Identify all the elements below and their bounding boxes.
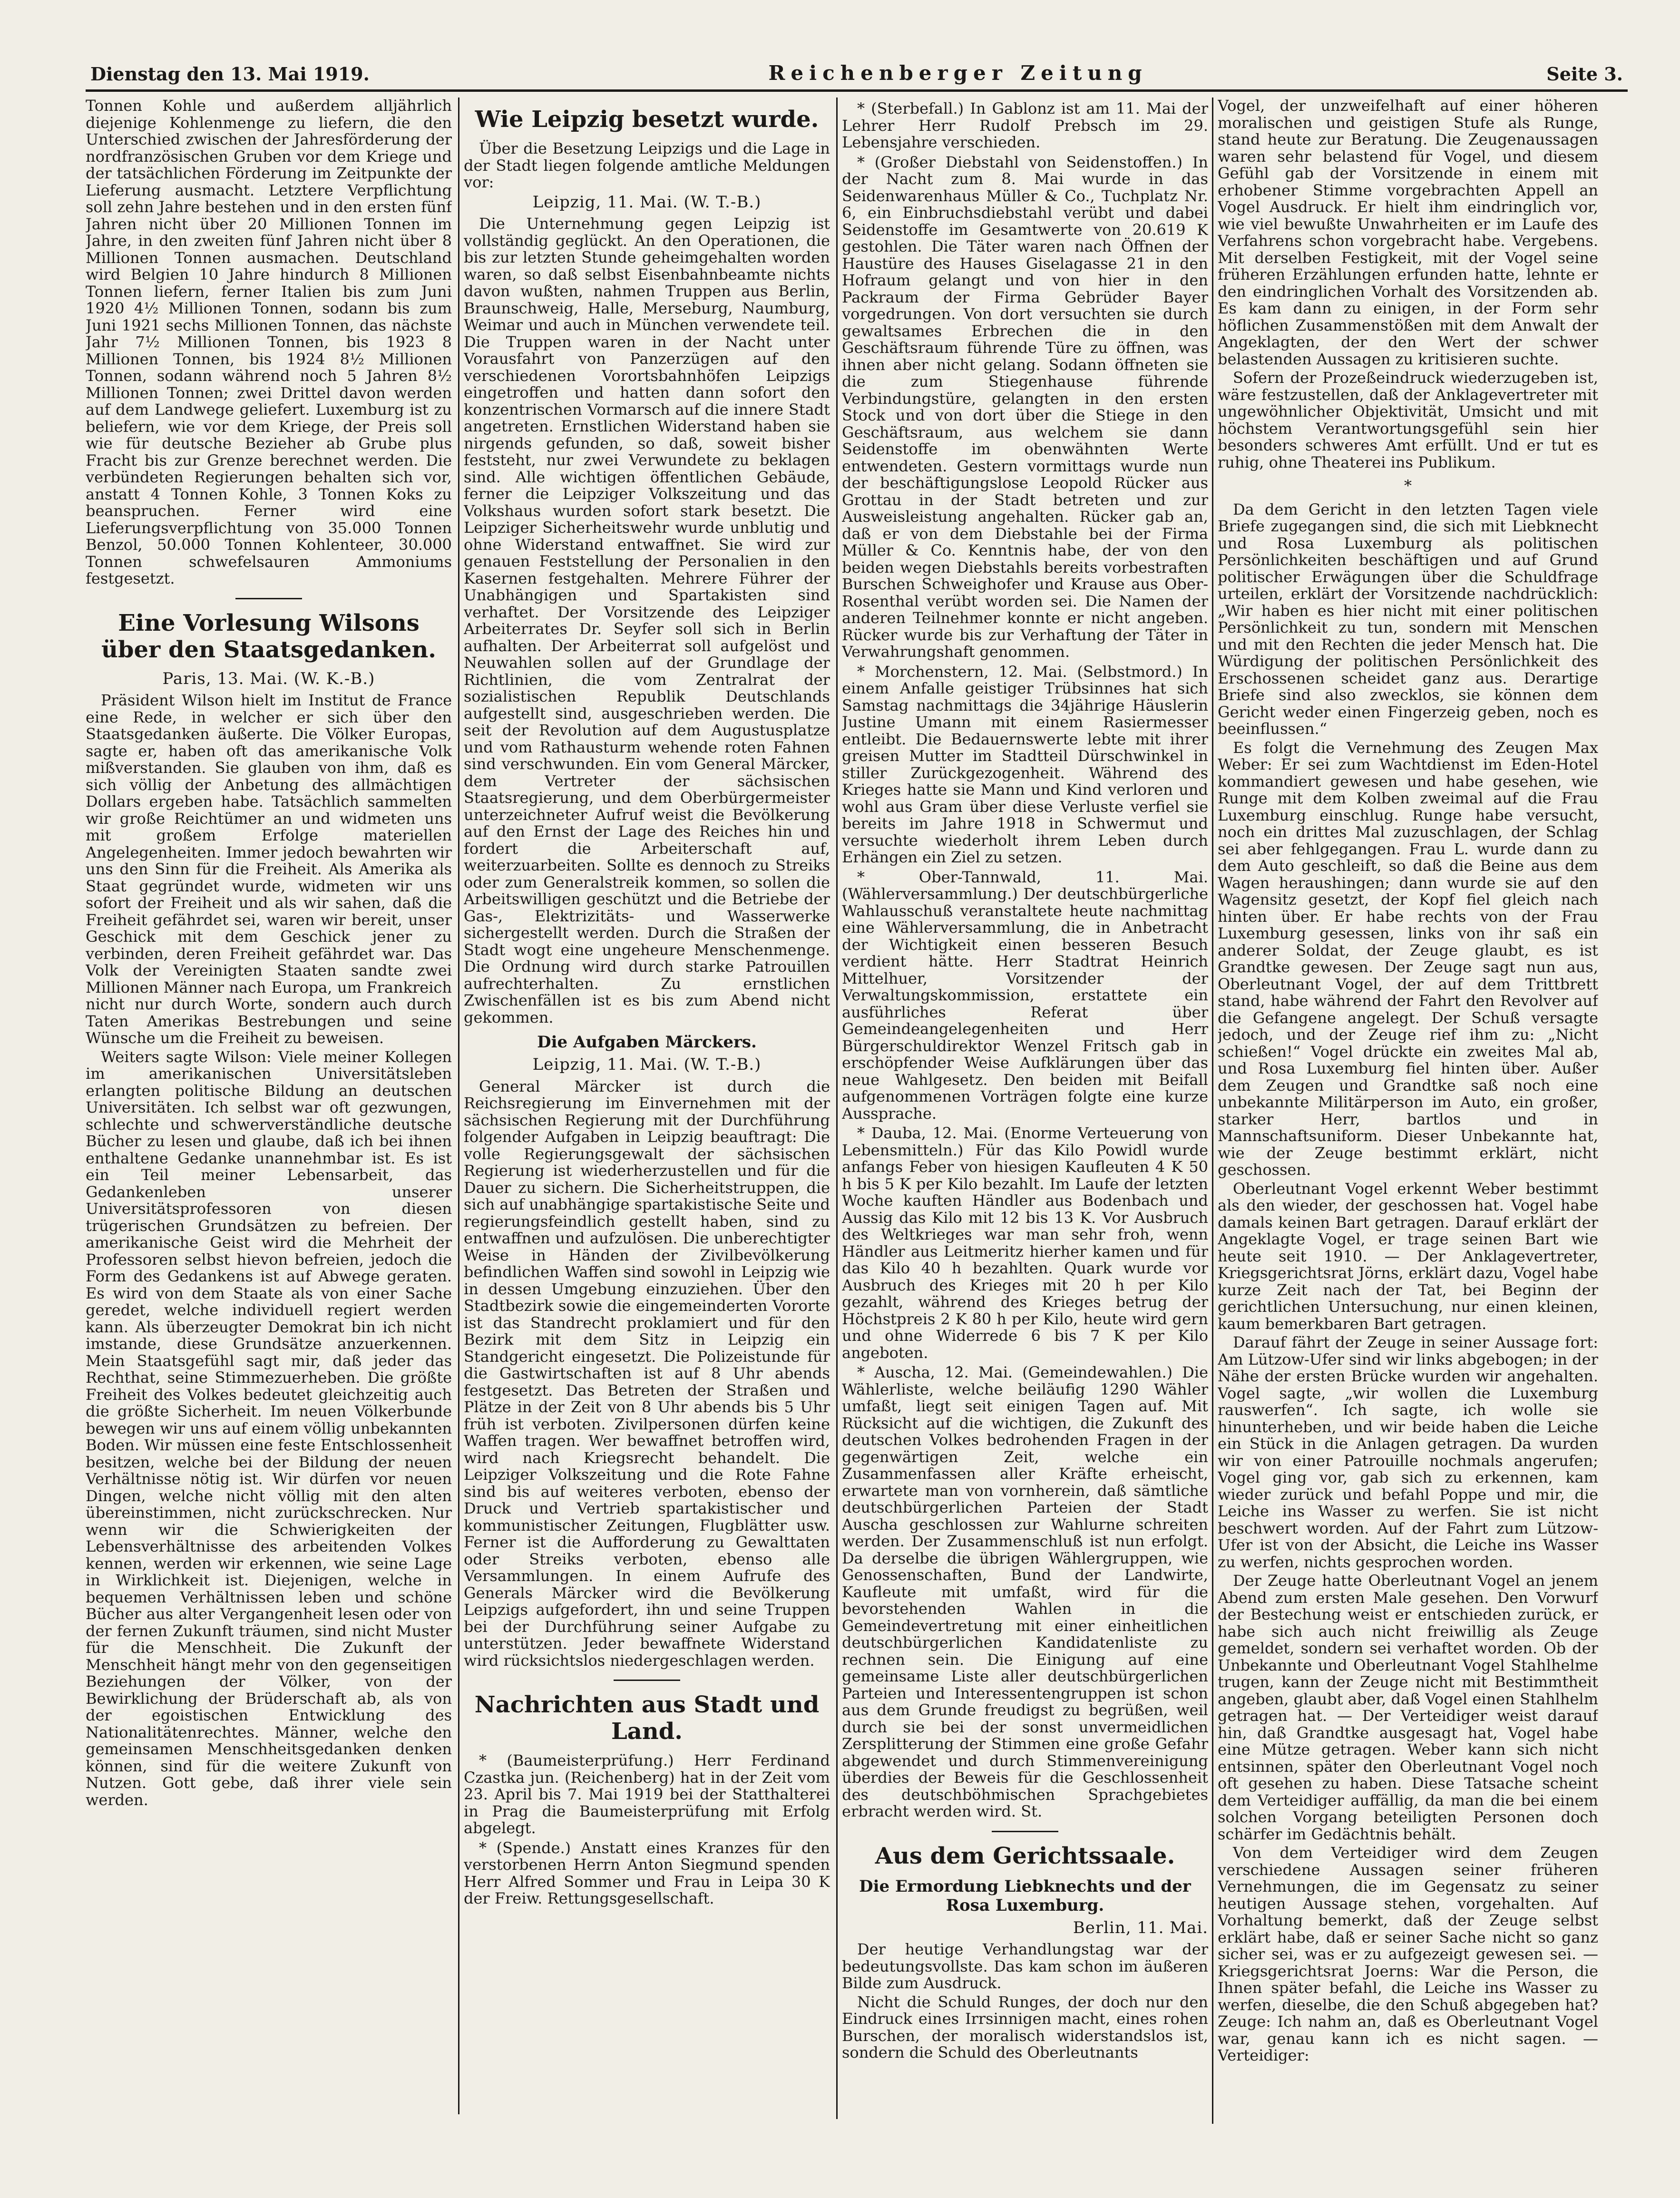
article-paragraph: Präsident Wilson hielt im Institut de France eine Rede, in welcher er sich über den Staatsgedanken äußerte. Die Völker Europas, sagte er, haben oft das amerikanische Volk mißverstanden. Sie glauben von ihm, daß es sich völlig der Anbetung des allmächtigen Dollars ergeben habe. Tatsächlich sammelten wir große Reichtümer an und widmeten uns mit großem Erfolge materiellen Angelegenheiten. Immer jedoch bewahrten wir uns den Sinn für die Freiheit. Als Amerika als Staat gegründet wurde, widmeten wir uns sofort der Freiheit und als wir sahen, daß die Freiheit gefährdet sei, waren wir bereit, unser Geschick mit dem Geschick jener zu verbinden, deren Freiheit gefährdet war. Das Volk der Vereinigten Staaten sandte zwei Millionen Männer nach Europa, um Frankreich nicht nur durch Worte, sondern auch durch Taten Amerikas Bestrebungen und seine Wünsche um die Freiheit zu beweisen. <box>86 691 452 1047</box>
article-paragraph: Darauf fährt der Zeuge in seiner Aussage fort: Am Lützow-Ufer sind wir links abgebogen; in der Nähe der ersten Brücke wurden wir angehalten. Vogel sagte, „wir wollen die Luxemburg rauswerfen“. Ich sagte, ich wolle sie hinunterheben, und wir beide haben die Leiche ein Stück in die Anlagen getragen. Da wurden wir von einer Patrouille nochmals angerufen; Vogel ging vor, gab sich zu erkennen, kam wieder zurück und befahl Poppe und mir, die Leiche ins Wasser zu werfen. Sie ist nicht beschwert worden. Auf der Fahrt zum Lützow-Ufer ist von der Absicht, die Leiche ins Wasser zu werfen, nichts gesprochen worden. <box>1218 1333 1598 1571</box>
article-headline: Wie Leipzig besetzt wurde. <box>475 106 819 133</box>
article-headline: Eine Vorlesung Wilsons über den Staatsgedanken. <box>101 609 436 663</box>
article-paragraph: Nicht die Schuld Runges, der doch nur den Eindruck eines Irrsinnigen macht, eines rohen Burschen, der moralisch widerstandslos ist, sondern die Schuld des Oberleutnants <box>842 1993 1208 2061</box>
article-paragraph: Die Unternehmung gegen Leipzig ist vollständig geglückt. An den Operationen, die bis zur letzten Stunde geheimgehalten worden waren, so daß selbst Eisenbahnbeamte nichts davon wußten, nahmen Truppen aus Berlin, Braunschweig, Halle, Merseburg, Naumburg, Weimar und auch in München verwendete teil. Die Truppen waren in der Nacht unter Vorausfahrt von Panzerzügen auf den verschiedenen Vorortsbahnhöfen Leipzigs eingetroffen und hatten dann sofort den konzentrischen Vormarsch auf die innere Stadt angetreten. Ernstlichen Widerstand haben sie nirgends gefunden, so daß, soweit bisher feststeht, nur zwei Verwundete zu beklagen sind. Alle wichtigen öffentlichen Gebäude, ferner die Leipziger Volkszeitung und das Volkshaus wurden sofort stark besetzt. Die Leipziger Sicherheitswehr wurde unblutig und ohne Widerstand entwaffnet. Sie wird zur genauen Feststellung der Personalien in den Kasernen festgehalten. Mehrere Führer der Unabhängigen und Spartakisten sind verhaftet. Der Vorsitzende des Leipziger Arbeiterrates Dr. Seyfer soll sich in Berlin aufhalten. Der Arbeiterrat soll aufgelöst und Neuwahlen sollen auf der Grundlage der Richtlinien, die vom Zentralrat der sozialistischen Republik Deutschlands aufgestellt sind, ausgeschrieben werden. Die seit der Revolution auf dem Augustusplatze und vom Rathausturm wehende roten Fahnen sind verschwunden. Ein vom General Märcker, dem Vertreter der sächsischen Staatsregierung, und dem Oberbürgermeister unterzeichneter Aufruf weist die Bevölkerung auf den Ernst der Lage des Reiches hin und fordert die Arbeiterschaft auf, weiterzuarbeiten. Sollte es dennoch zu Streiks oder zum Generalstreik kommen, so sollen die Arbeitswilligen geschützt und die Betriebe der Gas-, Elektrizitäts- und Wasserwerke sichergestellt werden. Durch die Straßen der Stadt wogt eine ungeheure Menschenmenge. Die Ordnung wird durch starke Patrouillen aufrechterhalten. Zu ernstlichen Zwischenfällen ist es bis zum Abend nicht gekommen. <box>464 215 830 1026</box>
masthead: Reichenberger Zeitung <box>768 61 1148 85</box>
article-paragraph: Sofern der Prozeßeindruck wiederzugeben ist, wäre festzustellen, daß der Anklagevertreter mit ungewöhnlicher Objektivität, Umsicht und mit höchstem Verantwortungsgefühl sein hier besonders schweres Amt erfüllt. Und er tut es ruhig, ohne Theaterei ins Publikum. <box>1218 369 1598 471</box>
news-item: * Morchenstern, 12. Mai. (Selbstmord.) In einem Anfalle geistiger Trübsinnes hat sich Samstag nachmittags die 34jährige Häuslerin Justine Umann mit einem Rasiermesser entleibt. Die Bedauernswerte lebte mit ihrer greisen Mutter im Stadtteil Dürschwinkel in stiller Zurückgezogenheit. Während des Krieges hatte sie Mann und Kind verloren und wohl aus Gram über diese Verluste verfiel sie bereits im Jahre 1918 in Schwermut und versuchte wiederholt ihrem Leben durch Erhängen ein Ziel zu setzen. <box>842 662 1208 866</box>
article-subheading: Die Aufgaben Märckers. <box>537 1033 757 1052</box>
article-paragraph: Über die Besetzung Leipzigs und die Lage in der Stadt liegen folgende amtliche Meldungen vor: <box>464 139 830 191</box>
page-header <box>90 51 1623 85</box>
article-paragraph: General Märcker ist durch die Reichsregierung im Einvernehmen mit der sächsischen Regierung mit der Durchführung folgender Aufgaben in Leipzig beauftragt: Die volle Regierungsgewalt der sächsischen Regierung ist wiederherzustellen und für die Dauer zu sichern. Die Sicherheitstruppen, die sich auf unabhängige spartakistische Seite und regierungsfeindlich gestellt haben, sind zu entwaffnen und aufzulösen. Die unberechtigter Weise in Händen der Zivilbevölkerung befindlichen Waffen sind sowohl in Leipzig wie in dessen Umgebung einzuziehen. Über den Stadtbezirk sowie die eingemeinderten Vororte ist das Standrecht proklamiert und für den Bezirk mit dem Sitz in Leipzig ein Standgericht eingesetzt. Die Polizeistunde für die Gastwirtschaften ist auf 8 Uhr abends festgesetzt. Das Betreten der Straßen und Plätze in der Zeit von 8 Uhr abends bis 5 Uhr früh ist verboten. Zivilpersonen dürfen keine Waffen tragen. Wer bewaffnet betroffen wird, wird nach Kriegsrecht behandelt. Die Leipziger Volkszeitung und die Rote Fahne sind bis auf weiteres verboten, ebenso der Druck und Vertrieb spartakistischer und kommunistischer Zeitungen, Flugblätter usw. Ferner ist die Aufforderung zu Gewalttaten oder Streiks verboten, ebenso alle Versammlungen. In einem Aufrufe des Generals Märcker wird die Bevölkerung Leipzigs aufgefordert, ihn und seine Truppen bei der Durchführung seiner Aufgabe zu unterstützen. Jeder bewaffnete Widerstand wird rücksichtslos niedergeschlagen werden. <box>464 1077 830 1670</box>
article-paragraph: Oberleutnant Vogel erkennt Weber bestimmt als den wieder, der geschossen hat. Vogel habe damals keinen Bart getragen. Darauf erklärt der Angeklagte Vogel, er trage seinen Bart wie heute seit 1910. — Der Anklagevertreter, Kriegsgerichtsrat Jörns, erklärt dazu, Vogel habe kurze Zeit nach der Tat, bei Beginn der gerichtlichen Untersuchung, nur einen kleinen, kaum bemerkbaren Bart getragen. <box>1218 1179 1598 1333</box>
article-paragraph: Es folgt die Vernehmung des Zeugen Max Weber: Er sei zum Wachtdienst im Eden-Hotel kommandiert gewesen und habe gesehen, wie Runge mit dem Kolben zweimal auf die Frau Luxemburg einschlug. Runge habe versucht, noch ein drittes Mal zuzuschlagen, der Schlag sei aber fehlgegangen. Frau L. wurde dann zu dem Auto geschleift, so daß die Beine aus dem Wagen heraushingen; dann wurde sie auf den Wagensitz gesetzt, der Kopf fiel gleich nach hinten über. Er habe rechts von der Frau Luxemburg gesessen, links von ihr saß ein anderer Soldat, der Zeuge glaubt, es ist Grandtke gewesen. Der Zeuge sagt nun aus, Oberleutnant Vogel, der auf dem Trittbrett stand, habe während der Fahrt den Revolver auf die Gefangene angelegt. Der Schuß versagte jedoch, und der Zeuge rief ihm zu: „Nicht schießen!“ Vogel drückte ein zweites Mal ab, und Rosa Luxemburg fiel hinten über. Außer dem Zeugen und Grandtke saß noch eine unbekannte Militärperson im Auto, ein großer, starker Herr, bartlos und in Mannschaftsuniform. Dieser Unbekannte hat, wie der Zeuge bestimmt erklärt, nicht geschossen. <box>1218 738 1598 1179</box>
article-divider <box>992 1831 1058 1832</box>
news-item: * Dauba, 12. Mai. (Enorme Verteuerung von Lebensmitteln.) Für das Kilo Powidl wurde anfangs Feber von hiesigen Kaufleuten 4 K 50 h bis 5 K per Kilo bezahlt. Im Laufe der letzten Woche kauften Händler aus Bodenbach und Aussig das Kilo mit 12 bis 13 K. Vor Ausbruch des Weltkrieges war man sehr froh, wenn Händler aus Leitmeritz hierher kamen und für das Kilo 40 h bezahlten. Quark wurde vor Ausbruch des Krieges mit 20 h per Kilo gezahlt, während des Krieges betrug der Höchstpreis 2 K 80 h per Kilo, heute wird gern und ohne Widerrede 6 bis 7 K per Kilo angeboten. <box>842 1124 1208 1362</box>
section-headline: Nachrichten aus Stadt und Land. <box>474 1691 820 1745</box>
news-item: * (Baumeisterprüfung.) Herr Ferdinand Czastka jun. (Reichenberg) hat in der Zeit vom 23. April bis 7. Mai 1919 bei der Statthalterei in Prag die Baumeisterprüfung mit Erfolg abgelegt. <box>464 1751 830 1837</box>
news-item: * Auscha, 12. Mai. (Gemeindewahlen.) Die Wählerliste, welche beiläufig 1290 Wähler umfaßt, liegt seit einigen Tagen auf. Mit Rücksicht auf die wichtigen, die Zukunft des deutschen Volkes bedrohenden Fragen in der gegenwärtigen Zeit, welche ein Zusammenfassen aller Kräfte erheischt, erwartete man von vornherein, daß sämtliche deutschbürgerlichen Parteien der Stadt Auscha geschlossen zur Wahlurne schreiten werden. Der Zusammenschluß ist nun erfolgt. Da derselbe die übrigen Wählergruppen, wie Genossenschaften, Bund der Landwirte, Kaufleute mit umfaßt, wird für die bevorstehenden Wahlen in die Gemeindevertretung mit einer einheitlichen deutschbürgerlichen Kandidatenliste zu rechnen sein. Die Einigung auf eine gemeinsame Liste aller deutschbürgerlichen Parteien und Interessentengruppen ist schon aus dem Grunde freudigst zu begrüßen, weil durch sie bei der sonst unvermeidlichen Zersplitterung der Stimmen eine große Gefahr abgewendet und durch Stimmenvereinigung überdies der Beweis für die Geschlossenheit des deutschböhmischen Sprachgebietes erbracht werden wird. St. <box>842 1363 1208 1820</box>
dateline: Paris, 13. Mai. (W. K.-B.) <box>162 669 375 688</box>
article-subheading: Die Ermordung Liebknechts und der Rosa Luxemburg. <box>859 1876 1191 1915</box>
news-item: * Ober-Tannwald, 11. Mai. (Wählerversammlung.) Der deutschbürgerliche Wahlausschuß veranstaltete heute nachmittag eine Wählerversammlung, die in Anbetracht der Wichtigkeit einen besseren Besuch verdient hätte. Herr Stadtrat Heinrich Mittelhuer, Vorsitzender der Verwaltungskommission, erstattete ein ausführliches Referat über Gemeindeangelegenheiten und Herr Bürgerschuldirektor Wenzel Fritsch gab in erschöpfender Weise Aufklärungen über das neue Wahlgesetz. Den beiden mit Beifall aufgenommenen Vorträgen folgte eine kurze Aussprache. <box>842 868 1208 1123</box>
column-1 <box>86 98 452 2114</box>
article-paragraph: Vogel, der unzweifelhaft auf einer höheren moralischen und geistigen Stufe als Runge, stand heute zur Beratung. Die Zeugenaussagen waren sehr belastend für Vogel, und diesem Gefühl gab der Vorsitzende in einem mit erhobener Stimme vorgebrachten Appell an Vogel Ausdruck. Er hielt ihm eindringlich vor, wie viel bewußte Unwahrheiten er im Laufe des Verfahrens schon vorgebracht habe. Vergebens. Mit derselben Festigkeit, mit der Vogel seine früheren Erzählungen erfunden hatte, lehnte er den eindringlichen Vorhalt des Vorsitzenden ab. Es kam dann zu einigen, in der Form sehr höflichen Zusammenstößen mit dem Anwalt der Angeklagten, der den Wert der schwer belastenden Aussagen zu kritisieren suchte. <box>1218 98 1598 368</box>
column-rule <box>458 98 459 2114</box>
section-star: * <box>1404 477 1412 495</box>
news-item: * (Sterbefall.) In Gablonz ist am 11. Mai der Lehrer Herr Rudolf Prebsch im 29. Lebensjahre verschieden. <box>842 99 1208 151</box>
article-paragraph: Der Zeuge hatte Oberleutnant Vogel an jenem Abend zum ersten Male gesehen. Den Vorwurf der Bestechung weist er entschieden zurück, er habe sich auch nicht freiwillig als Zeuge gemeldet, sondern sei verhaftet worden. Ob der Unbekannte und Oberleutnant Vogel Stahlhelme trugen, kann der Zeuge nicht mit Bestimmtheit angeben, glaubt aber, daß Vogel einen Stahlhelm getragen hat. — Der Verteidiger weist darauf hin, daß Grandtke ausgesagt hat, Vogel habe eine Mütze getragen. Weber kann sich nicht entsinnen, später den Oberleutnant Vogel noch oft gesehen zu haben. Diese Tatsache scheint dem Verteidiger auffällig, da man die bei einem solchen Vorgang beteiligten Personen doch schärfer im Gedächtnis behält. <box>1218 1572 1598 1843</box>
column-rule <box>836 98 838 2119</box>
article-paragraph: Der heutige Verhandlungstag war der bedeutungsvollste. Das kam schon im äußeren Bilde zum Ausdruck. <box>842 1940 1208 1992</box>
news-item: * (Großer Diebstahl von Seidenstoffen.) In der Nacht zum 8. Mai wurde in das Seidenwarenhaus Müller & Co., Tuchplatz Nr. 6, ein Einbruchsdiebstahl verübt und dabei Seidenstoffe im Gesamtwerte von 20.619 K gestohlen. Die Täter waren nach Öffnen der Haustüre des Hauses Giselagasse 21 in den Hofraum gelangt und von hier in den Packraum der Firma Gebrüder Bayer vorgedrungen. Von dort versuchten sie durch gewaltsames Erbrechen die in den Geschäftsraum führende Türe zu öffnen, was ihnen aber nicht gelang. Sodann öffneten sie die zum Stiegenhause führende Verbindungstüre, gelangten in den ersten Stock und von dort über die Stiege in den Geschäftsraum, aus welchem sie dann Seidenstoffe im obenwähnten Werte entwendeten. Gestern vormittags wurde nun der beschäftigungslose Leopold Rücker aus Grottau in der Stadt betreten und zur Ausweisleistung angehalten. Rücker gab an, daß er von dem Diebstahle bei der Firma Müller & Co. Kenntnis habe, der von den beiden wegen Diebstahls bereits vorbestraften Burschen Schweighofer und Krause aus Ober-Rosenthal verübt worden sei. Die Namen der anderen Teilnehmer konnte er nicht angeben. Rücker wurde bis zur Verhaftung der Täter in Verwahrungshaft genommen. <box>842 153 1208 661</box>
column-rule <box>1212 98 1213 2124</box>
article-paragraph: Da dem Gericht in den letzten Tagen viele Briefe zugegangen sind, die sich mit Liebknecht und Rosa Luxemburg als politischen Persönlichkeiten beschäftigen und auf Grund politischer Erwägungen über die Schuldfrage urteilen, erklärt der Vorsitzende nachdrücklich: „Wir haben es hier nicht mit einer politischen Persönlichkeit zu tun, sondern mit Menschen und mit den Rechten die jeder Mensch hat. Die Würdigung der politischen Persönlichkeit des Erschossenen scheidet ganz aus. Derartige Briefe sind also zwecklos, sie können dem Gericht weder einen Fingerzeig geben, noch es beeinflussen.“ <box>1218 500 1598 738</box>
article-paragraph: Von dem Verteidiger wird dem Zeugen verschiedene Aussagen seiner früheren Vernehmungen, die im Gegensatz zu seiner heutigen Aussage stehen, vorgehalten. Auf Vorhaltung bemerkt, daß der Zeuge selbst erklärt habe, daß er seiner Sache nicht so ganz sicher sei, was er zu aufgezeigt gewesen sei. — Kriegsgerichtsrat Joerns: War die Person, die Ihnen später befahl, die Leiche ins Wasser zu werfen, dieselbe, die den Schuß abgegeben hat? Zeuge: Ich nahm an, daß es Oberleutnant Vogel war, genau kann ich es nicht sagen. — Verteidiger: <box>1218 1844 1598 2064</box>
dateline: Leipzig, 11. Mai. (W. T.-B.) <box>532 192 762 212</box>
header-rule <box>86 89 1628 92</box>
article-divider <box>614 1680 680 1681</box>
page-number: Seite 3. <box>1546 63 1623 85</box>
column-3 <box>842 98 1208 2119</box>
header-date: Dienstag den 13. Mai 1919. <box>90 63 370 85</box>
column-2 <box>464 98 830 2119</box>
dateline: Leipzig, 11. Mai. (W. T.-B.) <box>532 1055 762 1074</box>
section-headline: Aus dem Gerichtssaale. <box>875 1842 1175 1869</box>
column-4 <box>1218 98 1598 2129</box>
article-paragraph: Tonnen Kohle und außerdem alljährlich diejenige Kohlenmenge zu liefern, die den Unterschied zwischen der Jahresförderung der nordfranzösischen Gruben vor dem Kriege und der tatsächlichen Förderung im Zeitpunkte der Lieferung ausmacht. Letztere Verpflichtung soll zehn Jahre bestehen und in den ersten fünf Jahren nicht über 20 Millionen Tonnen im Jahre, in den zweiten fünf Jahren nicht über 8 Millionen Tonnen ausmachen. Deutschland wird Belgien 10 Jahre hindurch 8 Millionen Tonnen liefern, ferner Italien bis zum Juni 1920 4½ Millionen Tonnen, sodann bis zum Juni 1921 sechs Millionen Tonnen, das nächste Jahr 7½ Millionen Tonnen, bis 1923 8 Millionen Tonnen, bis 1924 8½ Millionen Tonnen, sodann während noch 5 Jahren 8½ Millionen Tonnen; zwei Drittel davon werden auf dem Landwege geliefert. Luxemburg ist zu beliefern, wie vor dem Kriege, der Preis soll wie für deutsche Bezieher ab Grube plus Fracht bis zur Grenze berechnet werden. Die verbündeten Regierungen behalten sich vor, anstatt 4 Tonnen Kohle, 3 Tonnen Koks zu beanspruchen. Ferner wird eine Lieferungsverpflichtung von 35.000 Tonnen Benzol, 50.000 Tonnen Kohlenteer, 30.000 Tonnen schwefelsauren Ammoniums festgesetzt. <box>86 98 452 587</box>
dateline: Berlin, 11. Mai. <box>1073 1918 1208 1937</box>
article-paragraph: Weiters sagte Wilson: Viele meiner Kollegen im amerikanischen Universitätsleben erlangten politische Bildung an deutschen Universitäten. Ich selbst war oft gezwungen, schlechte und schwerverständliche deutsche Bücher zu lesen und glaube, daß ich bei ihnen enthaltene Gedanke unannehmbar ist. Es ist ein Teil meiner Lebensarbeit, das Gedankenleben unserer Universitätsprofessoren von diesen trügerischen Grundsätzen zu befreien. Der amerikanische Geist wird die Mehrheit der Professoren selbst hievon befreien, jedoch die Form des Gedankens ist auf Abwege geraten. Es wird von dem Staate als von einer Sache geredet, welche individuell regiert werden kann. Als überzeugter Demokrat bin ich nicht imstande, diese Grundsätze anzuerkennen. Mein Staatsgefühl sagt mir, daß jeder das Rechthat, seine Stimmezuerheben. Die größte Freiheit des Volkes bedeutet gleichzeitig auch die größte Sicherheit. Im neuen Völkerbunde bewegen wir uns auf einem völlig unbekannten Boden. Wir müssen eine feste Entschlossenheit besitzen, welche bei der Bildung der neuen Verhältnisse nötig ist. Wir dürfen vor neuen Dingen, welche nicht völlig mit den alten übereinstimmen, nicht zurückschrecken. Nur wenn wir die Schwierigkeiten der Lebensverhältnisse des arbeitenden Volkes kennen, werden wir erkennen, wie seine Lage in Wirklichkeit ist. Diejenigen, welche in bequemen Verhältnissen leben und schöne Bücher aus alter Vergangenheit lesen oder von der fernen Zukunft träumen, sind nicht Muster für die Menschheit. Die Zukunft der Menschheit hängt mehr von den gegenseitigen Beziehungen der Völker, von der Bewirklichung der Brüderschaft ab, als von der egoistischen Entwicklung des Nationalitätenrechtes. Männer, welche den gemeinsamen Menschheitsgedanken denken können, sind für die weitere Zukunft von Nutzen. Gott gebe, daß ihrer viele sein werden. <box>86 1047 452 1809</box>
article-divider <box>235 598 302 599</box>
news-item: * (Spende.) Anstatt eines Kranzes für den verstorbenen Herrn Anton Siegmund spenden Herr Alfred Sommer und Frau in Leipa 30 K der Freiw. Rettungsgesellschaft. <box>464 1838 830 1907</box>
